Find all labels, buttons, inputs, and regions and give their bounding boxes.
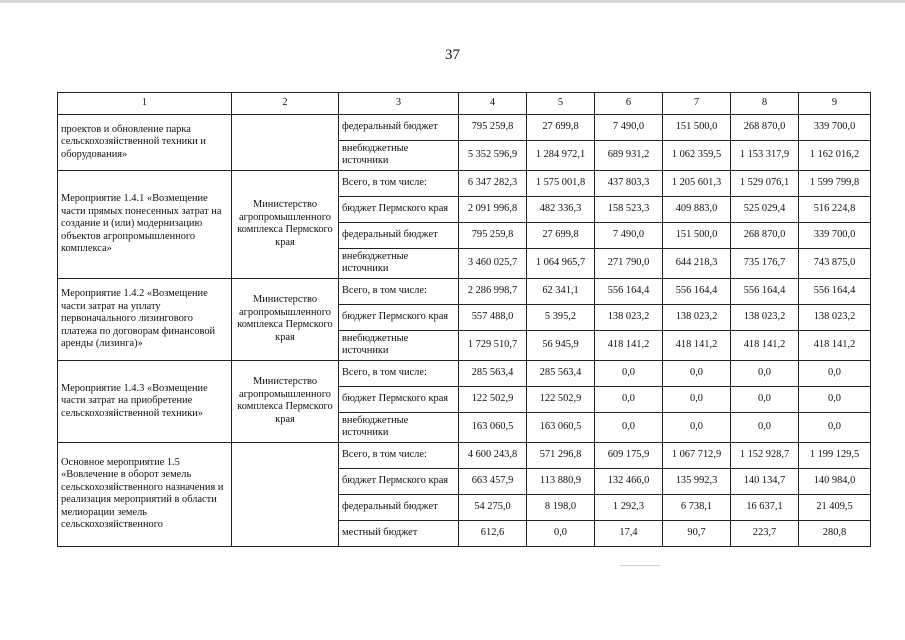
value-cell: 1 062 359,5 [663,141,731,171]
funding-source: федеральный бюджет [339,494,459,520]
value-cell: 0,0 [527,520,595,546]
value-cell: 339 700,0 [799,222,871,248]
value-cell: 689 931,2 [595,141,663,171]
value-cell: 409 883,0 [663,196,731,222]
column-header: 6 [595,93,663,115]
value-cell: 1 292,3 [595,494,663,520]
value-cell: 1 729 510,7 [459,330,527,360]
value-cell: 54 275,0 [459,494,527,520]
budget-table [57,92,871,547]
value-cell: 0,0 [663,360,731,386]
column-header: 4 [459,93,527,115]
funding-source: бюджет Пермского края [339,386,459,412]
value-cell: 0,0 [663,386,731,412]
value-cell: 163 060,5 [459,412,527,442]
value-cell: 2 286 998,7 [459,278,527,304]
value-cell: 418 141,2 [799,330,871,360]
value-cell: 6 347 282,3 [459,170,527,196]
value-cell: 2 091 996,8 [459,196,527,222]
value-cell: 1 162 016,2 [799,141,871,171]
value-cell: 0,0 [595,360,663,386]
value-cell: 0,0 [595,386,663,412]
value-cell: 795 259,8 [459,115,527,141]
value-cell: 151 500,0 [663,222,731,248]
value-cell: 138 023,2 [731,304,799,330]
value-cell: 0,0 [595,412,663,442]
table-row [58,278,871,304]
funding-source: местный бюджет [339,520,459,546]
value-cell: 132 466,0 [595,468,663,494]
funding-source: бюджет Пермского края [339,196,459,222]
value-cell: 571 296,8 [527,442,595,468]
value-cell: 556 164,4 [663,278,731,304]
value-cell: 7 490,0 [595,115,663,141]
value-cell: 138 023,2 [663,304,731,330]
event-name: Мероприятие 1.4.2 «Возмещение части затрат на уплату первоначального лизингового платежа по договорам финансовой аренды (лизинга)» [58,278,232,360]
value-cell: 27 699,8 [527,115,595,141]
table-row [58,115,871,141]
value-cell: 1 064 965,7 [527,248,595,278]
value-cell: 0,0 [731,360,799,386]
value-cell: 151 500,0 [663,115,731,141]
value-cell: 158 523,3 [595,196,663,222]
executor-name: Министерство агропромышленного комплекса Пермского края [232,278,339,360]
column-header: 1 [58,93,232,115]
page-number: 37 [445,47,460,63]
value-cell: 268 870,0 [731,115,799,141]
executor-name: Министерство агропромышленного комплекса Пермского края [232,170,339,278]
funding-source: внебюджетные источники [339,412,459,442]
value-cell: 0,0 [799,360,871,386]
event-name: Основное мероприятие 1.5 «Вовлечение в оборот земель сельскохозяйственного назначения и реализация мероприятий в области мелиорации земель сельскохозяйственного [58,442,232,546]
value-cell: 1 599 799,8 [799,170,871,196]
value-cell: 56 945,9 [527,330,595,360]
funding-source: Всего, в том числе: [339,278,459,304]
value-cell: 1 529 076,1 [731,170,799,196]
value-cell: 140 984,0 [799,468,871,494]
value-cell: 7 490,0 [595,222,663,248]
value-cell: 482 336,3 [527,196,595,222]
value-cell: 8 198,0 [527,494,595,520]
value-cell: 5 352 596,9 [459,141,527,171]
value-cell: 21 409,5 [799,494,871,520]
executor-name: Министерство агропромышленного комплекса Пермского края [232,360,339,442]
value-cell: 163 060,5 [527,412,595,442]
value-cell: 1 152 928,7 [731,442,799,468]
funding-source: Всего, в том числе: [339,170,459,196]
value-cell: 556 164,4 [799,278,871,304]
table-row [58,360,871,386]
table-row [58,442,871,468]
funding-source: Всего, в том числе: [339,360,459,386]
column-header: 2 [232,93,339,115]
value-cell: 5 395,2 [527,304,595,330]
value-cell: 122 502,9 [527,386,595,412]
value-cell: 1 284 972,1 [527,141,595,171]
value-cell: 418 141,2 [731,330,799,360]
value-cell: 516 224,8 [799,196,871,222]
value-cell: 735 176,7 [731,248,799,278]
value-cell: 1 153 317,9 [731,141,799,171]
funding-source: внебюджетные источники [339,141,459,171]
column-header: 8 [731,93,799,115]
column-header: 3 [339,93,459,115]
value-cell: 437 803,3 [595,170,663,196]
value-cell: 3 460 025,7 [459,248,527,278]
value-cell: 16 637,1 [731,494,799,520]
value-cell: 268 870,0 [731,222,799,248]
value-cell: 525 029,4 [731,196,799,222]
value-cell: 223,7 [731,520,799,546]
value-cell: 138 023,2 [595,304,663,330]
column-header: 5 [527,93,595,115]
value-cell: 418 141,2 [663,330,731,360]
funding-source: внебюджетные источники [339,330,459,360]
column-header: 7 [663,93,731,115]
value-cell: 0,0 [663,412,731,442]
scan-mark [620,565,660,566]
value-cell: 17,4 [595,520,663,546]
value-cell: 27 699,8 [527,222,595,248]
funding-source: Всего, в том числе: [339,442,459,468]
value-cell: 271 790,0 [595,248,663,278]
value-cell: 556 164,4 [595,278,663,304]
executor-name [232,442,339,546]
value-cell: 285 563,4 [527,360,595,386]
column-header: 9 [799,93,871,115]
value-cell: 6 738,1 [663,494,731,520]
value-cell: 0,0 [731,412,799,442]
value-cell: 0,0 [799,412,871,442]
value-cell: 285 563,4 [459,360,527,386]
event-name: проектов и обновление парка сельскохозяйственной техники и оборудования» [58,115,232,171]
funding-source: бюджет Пермского края [339,304,459,330]
value-cell: 122 502,9 [459,386,527,412]
value-cell: 557 488,0 [459,304,527,330]
funding-source: бюджет Пермского края [339,468,459,494]
column-number-row [58,93,871,115]
value-cell: 1 067 712,9 [663,442,731,468]
event-name: Мероприятие 1.4.1 «Возмещение части прямых понесенных затрат на создание и (или) модернизацию объектов агропромышленного комплекса» [58,170,232,278]
value-cell: 339 700,0 [799,115,871,141]
value-cell: 0,0 [799,386,871,412]
value-cell: 609 175,9 [595,442,663,468]
value-cell: 663 457,9 [459,468,527,494]
value-cell: 4 600 243,8 [459,442,527,468]
event-name: Мероприятие 1.4.3 «Возмещение части затрат на приобретение сельскохозяйственной техники» [58,360,232,442]
funding-source: внебюджетные источники [339,248,459,278]
funding-source: федеральный бюджет [339,222,459,248]
value-cell: 0,0 [731,386,799,412]
value-cell: 612,6 [459,520,527,546]
value-cell: 418 141,2 [595,330,663,360]
value-cell: 1 205 601,3 [663,170,731,196]
value-cell: 1 199 129,5 [799,442,871,468]
value-cell: 138 023,2 [799,304,871,330]
value-cell: 62 341,1 [527,278,595,304]
value-cell: 90,7 [663,520,731,546]
value-cell: 140 134,7 [731,468,799,494]
page-top-edge [0,0,905,3]
value-cell: 556 164,4 [731,278,799,304]
value-cell: 743 875,0 [799,248,871,278]
funding-source: федеральный бюджет [339,115,459,141]
value-cell: 795 259,8 [459,222,527,248]
value-cell: 1 575 001,8 [527,170,595,196]
executor-name [232,115,339,171]
value-cell: 135 992,3 [663,468,731,494]
table-row [58,170,871,196]
value-cell: 644 218,3 [663,248,731,278]
value-cell: 113 880,9 [527,468,595,494]
value-cell: 280,8 [799,520,871,546]
